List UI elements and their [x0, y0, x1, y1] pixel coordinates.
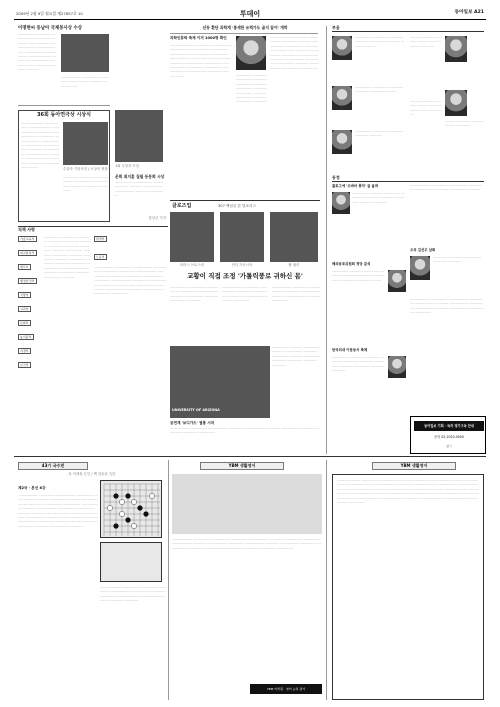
main-text-1: ㅡㅡㅡㅡㅡㅡ ㅡㅡㅡㅡㅡ ㅡㅡㅡㅡㅡㅡ ㅡㅡㅡㅡㅡ ㅡㅡㅡㅡㅡㅡ ㅡㅡㅡㅡ ㅡㅡㅡㅡㅡㅡ ㅡㅡㅡㅡ ㅡㅡㅡㅡㅡ ㅡㅡㅡㅡ	[170, 286, 218, 304]
go-board-grid	[101, 481, 163, 539]
masthead-date: 2009년 2월 9일 월요일 제27657호 10	[16, 11, 83, 16]
ybm-left-cartoon	[172, 474, 322, 534]
portrait-photo	[236, 36, 266, 70]
obit-portrait-2	[332, 86, 352, 110]
lists-heading: 직책 사령	[18, 227, 35, 232]
col2-byline: 한상준 기자	[148, 216, 166, 220]
divider	[170, 200, 320, 201]
portrait-2	[220, 212, 264, 262]
sec3-text: ㅡㅡㅡㅡㅡ ㅡㅡㅡㅡ ㅡㅡㅡㅡㅡ ㅡㅡㅡㅡ ㅡㅡㅡㅡㅡ ㅡㅡㅡㅡ ㅡㅡㅡㅡㅡ ㅡㅡㅡㅡ ㅡㅡㅡㅡㅡ ㅡㅡㅡㅡ ㅡㅡㅡㅡ	[332, 356, 385, 374]
masthead-brand-page	[455, 11, 484, 16]
tag: 환경부	[96, 237, 105, 241]
divider	[170, 33, 318, 34]
event-subheadline: 공연계 '보디가드' 열풍 시작	[170, 421, 215, 425]
center-left-item: 과학인류학 축제 이겨 1000명 확인	[170, 36, 227, 40]
obit-text-4: ㅡㅡㅡㅡ ㅡㅡㅡ ㅡㅡㅡㅡ ㅡㅡㅡ ㅡㅡㅡㅡ ㅡㅡㅡ ㅡㅡㅡㅡ	[410, 36, 442, 49]
masthead-section: 투데이	[239, 10, 261, 18]
tag: 문화부	[20, 321, 29, 325]
sec4-text-2: ㅡㅡㅡㅡㅡㅡ ㅡㅡㅡㅡㅡ ㅡㅡㅡㅡㅡㅡ ㅡㅡㅡㅡㅡ ㅡㅡㅡㅡㅡㅡ ㅡㅡㅡㅡ ㅡㅡㅡㅡㅡㅡ ㅡㅡㅡㅡㅡ ㅡㅡㅡㅡㅡㅡ ㅡㅡㅡㅡ ㅡㅡㅡㅡㅡㅡ ㅡㅡㅡㅡㅡ ㅡㅡㅡㅡㅡ	[410, 298, 484, 316]
bottom-divider	[14, 456, 486, 457]
column-divider	[326, 26, 327, 454]
right-col4-text-1: ㅡㅡㅡㅡㅡㅡ ㅡㅡㅡㅡㅡ ㅡㅡㅡㅡㅡㅡ ㅡㅡㅡㅡㅡ ㅡㅡㅡㅡㅡㅡ ㅡㅡㅡㅡ ㅡㅡㅡㅡㅡ ㅡㅡㅡㅡ	[410, 184, 483, 193]
divider	[18, 105, 110, 106]
divider	[18, 226, 168, 227]
sec2-portrait	[388, 270, 406, 292]
ybm-right-box	[332, 474, 484, 700]
portrait-3	[270, 212, 318, 262]
right-sec3-headline: 한국외대 이문동서 축제	[332, 348, 368, 352]
event-photo-banner: UNIVERSITY OF ARIZONA	[172, 408, 220, 412]
award-ceremony-photo	[63, 122, 108, 165]
lists-text-2: ㅡㅡㅡㅡㅡㅡ ㅡㅡㅡㅡㅡ ㅡㅡㅡㅡㅡㅡ ㅡㅡㅡㅡㅡ ㅡㅡㅡㅡㅡㅡ ㅡㅡㅡㅡㅡ ㅡㅡㅡㅡㅡㅡ ㅡㅡㅡㅡㅡ ㅡㅡㅡㅡㅡㅡ ㅡㅡㅡㅡㅡ ㅡㅡㅡㅡㅡㅡ ㅡㅡㅡㅡㅡ ㅡㅡㅡㅡㅡㅡ ㅡㅡㅡㅡㅡ ㅡㅡㅡㅡㅡㅡ ㅡㅡㅡㅡㅡ ㅡㅡㅡㅡㅡㅡ ㅡㅡㅡㅡㅡ ㅡㅡㅡㅡㅡㅡ ㅡㅡㅡㅡㅡ ㅡㅡㅡㅡㅡㅡ ㅡㅡㅡㅡㅡ ㅡㅡㅡㅡㅡㅡ ㅡㅡㅡㅡㅡ	[94, 266, 166, 297]
sec4-portrait	[410, 256, 430, 280]
center-mid-text: ㅡㅡㅡㅡㅡ ㅡㅡㅡㅡ ㅡㅡㅡㅡㅡ ㅡㅡㅡㅡ ㅡㅡㅡㅡㅡ ㅡㅡㅡㅡ ㅡㅡㅡㅡㅡ ㅡㅡㅡㅡ ㅡㅡㅡㅡㅡ ㅡㅡㅡㅡ ㅡㅡㅡㅡㅡ ㅡㅡㅡㅡ ㅡㅡㅡㅡㅡ ㅡㅡㅡㅡ	[236, 74, 267, 105]
obit-text-6: ㅡㅡㅡㅡ ㅡㅡㅡ ㅡㅡㅡㅡ ㅡㅡㅡ ㅡㅡㅡㅡ	[445, 120, 484, 129]
sec1-text: ㅡㅡㅡㅡㅡ ㅡㅡㅡㅡ ㅡㅡㅡㅡㅡ ㅡㅡㅡㅡ ㅡㅡㅡㅡㅡ ㅡㅡㅡㅡ ㅡㅡㅡㅡㅡ ㅡㅡㅡㅡ ㅡㅡㅡㅡ	[352, 192, 405, 205]
award-caption: 수상자 기념사진 / 시상식 현장	[63, 167, 108, 171]
divider	[332, 181, 484, 182]
portrait-2-caption: 안디 가르시아	[231, 263, 253, 267]
col2-photo	[115, 110, 163, 162]
go-board-2	[100, 542, 162, 582]
lists-area	[18, 236, 168, 396]
column-divider	[168, 460, 169, 700]
ybm-right-title: YBM 생활영어	[372, 462, 456, 470]
tag: 지경부	[20, 349, 29, 353]
portrait-1-caption: 피어스 브로스넌	[179, 263, 204, 267]
obit-text-1: ㅡㅡㅡㅡㅡ ㅡㅡㅡㅡ ㅡㅡㅡㅡㅡ ㅡㅡㅡㅡ ㅡㅡㅡㅡㅡ ㅡㅡㅡㅡ ㅡㅡㅡㅡ ㅡㅡㅡ	[355, 36, 405, 49]
award-text: ㅡㅡㅡㅡㅡㅡㅡ ㅡㅡㅡㅡㅡㅡ ㅡㅡㅡㅡㅡㅡㅡ ㅡㅡㅡㅡㅡㅡ ㅡㅡㅡㅡㅡ ㅡㅡㅡㅡㅡㅡㅡ ㅡㅡㅡㅡㅡ ㅡㅡㅡㅡㅡㅡㅡ ㅡㅡㅡㅡㅡㅡ ㅡㅡㅡㅡㅡ ㅡㅡㅡㅡㅡㅡㅡ ㅡㅡㅡㅡ ㅡㅡㅡㅡㅡㅡ ㅡㅡㅡㅡㅡㅡㅡ ㅡㅡㅡㅡ ㅡㅡㅡㅡㅡ ㅡㅡㅡㅡㅡㅡㅡ ㅡㅡㅡㅡㅡ ㅡㅡㅡㅡㅡㅡ ㅡㅡㅡ	[21, 122, 60, 171]
col2-headline: 운회 최지훈 집필 동문회 시상	[115, 174, 165, 179]
col1-top-text: ㅡㅡㅡㅡㅡㅡㅡㅡㅡㅡ ㅡㅡㅡㅡㅡㅡㅡ ㅡㅡㅡㅡㅡㅡㅡㅡ ㅡㅡㅡㅡㅡㅡ ㅡㅡㅡㅡㅡㅡㅡ ㅡㅡㅡㅡㅡㅡㅡㅡ ㅡㅡㅡㅡㅡㅡ ㅡㅡㅡㅡㅡㅡ ㅡㅡㅡㅡㅡㅡㅡ ㅡㅡㅡㅡㅡ ㅡㅡㅡㅡㅡㅡㅡ ㅡㅡㅡㅡㅡ ㅡㅡㅡㅡㅡㅡㅡㅡ ㅡㅡㅡㅡ	[18, 33, 57, 73]
portrait-3-caption: 팝 퀼리	[288, 263, 300, 267]
obit-heading: 부음	[332, 25, 340, 30]
go-round: 제2국 · 본선 8강	[18, 486, 46, 490]
col2-text: ㅡㅡㅡㅡㅡㅡ ㅡㅡㅡㅡㅡ ㅡㅡㅡㅡㅡㅡㅡ ㅡㅡㅡㅡ ㅡㅡㅡㅡㅡㅡ ㅡㅡㅡㅡㅡㅡ ㅡㅡㅡㅡ ㅡㅡㅡㅡㅡ	[115, 181, 164, 199]
event-bottom-text: ㅡㅡㅡㅡㅡㅡ ㅡㅡㅡㅡㅡ ㅡㅡㅡㅡㅡㅡ ㅡㅡㅡㅡㅡ ㅡㅡㅡㅡㅡㅡ ㅡㅡㅡㅡ ㅡㅡㅡㅡㅡㅡ ㅡㅡㅡㅡ ㅡㅡㅡㅡㅡ ㅡㅡㅡㅡ ㅡㅡㅡㅡㅡ	[170, 427, 320, 436]
main-text-2: ㅡㅡㅡㅡㅡㅡ ㅡㅡㅡㅡㅡ ㅡㅡㅡㅡㅡㅡ ㅡㅡㅡㅡㅡ ㅡㅡㅡㅡㅡㅡ ㅡㅡㅡㅡ ㅡㅡㅡㅡㅡㅡ ㅡㅡㅡㅡ ㅡㅡㅡㅡㅡ	[222, 286, 268, 304]
right-sec4-headline: 오곡 김선우 삼회	[410, 248, 436, 252]
go-text: ㅡㅡㅡㅡㅡㅡ ㅡㅡㅡㅡㅡ ㅡㅡㅡㅡㅡㅡ ㅡㅡㅡㅡㅡ ㅡㅡㅡㅡㅡㅡ ㅡㅡㅡㅡ ㅡㅡㅡㅡㅡㅡ ㅡㅡㅡㅡㅡ ㅡㅡㅡㅡㅡㅡ ㅡㅡㅡㅡ ㅡㅡㅡㅡㅡㅡ ㅡㅡㅡㅡㅡ ㅡㅡㅡㅡㅡㅡ ㅡㅡㅡㅡ ㅡㅡㅡㅡㅡㅡ ㅡㅡㅡㅡㅡ ㅡㅡㅡㅡㅡㅡ ㅡㅡㅡㅡ ㅡㅡㅡㅡㅡㅡ ㅡㅡㅡㅡㅡ ㅡㅡㅡㅡㅡㅡ ㅡㅡㅡㅡ ㅡㅡㅡㅡㅡㅡ ㅡㅡㅡㅡㅡ ㅡㅡㅡㅡㅡㅡ ㅡㅡㅡㅡ ㅡㅡㅡㅡㅡㅡ ㅡㅡㅡㅡㅡ ㅡㅡㅡㅡㅡㅡ ㅡㅡㅡㅡ ㅡㅡㅡㅡㅡㅡ ㅡㅡㅡㅡㅡ ㅡㅡㅡㅡㅡㅡ ㅡㅡㅡㅡ	[18, 494, 98, 529]
center-right-text: ㅡㅡㅡㅡㅡㅡ ㅡㅡㅡㅡㅡ ㅡㅡㅡㅡㅡㅡ ㅡㅡㅡㅡㅡ ㅡㅡㅡㅡㅡㅡ ㅡㅡㅡㅡ ㅡㅡㅡㅡㅡㅡ ㅡㅡㅡㅡㅡ ㅡㅡㅡㅡㅡㅡ ㅡㅡㅡㅡ ㅡㅡㅡㅡㅡㅡ ㅡㅡㅡㅡㅡ ㅡㅡㅡㅡㅡㅡ ㅡㅡㅡㅡ ㅡㅡㅡㅡㅡㅡ ㅡㅡㅡㅡㅡ ㅡㅡㅡㅡㅡㅡ ㅡㅡㅡㅡ ㅡㅡㅡㅡㅡㅡ ㅡㅡㅡㅡㅡ ㅡㅡㅡㅡㅡㅡ	[270, 36, 320, 71]
award-photo	[61, 34, 109, 72]
people-heading: 동정	[332, 175, 340, 180]
column-divider	[326, 460, 327, 700]
obit-text-3: ㅡㅡㅡㅡㅡ ㅡㅡㅡㅡ ㅡㅡㅡㅡㅡ ㅡㅡㅡㅡ ㅡㅡㅡㅡ	[355, 130, 404, 139]
main-text-3: ㅡㅡㅡㅡㅡㅡ ㅡㅡㅡㅡㅡ ㅡㅡㅡㅡㅡㅡ ㅡㅡㅡㅡㅡ ㅡㅡㅡㅡㅡㅡ ㅡㅡㅡㅡ ㅡㅡㅡㅡㅡㅡ ㅡㅡㅡㅡ ㅡㅡㅡㅡㅡ	[272, 286, 320, 304]
col1-top-headline: 이명현씨 동남아 국제봉사상 수상	[18, 26, 82, 31]
lists-text-1: ㅡㅡㅡㅡㅡ ㅡㅡㅡㅡ ㅡㅡㅡㅡㅡ ㅡㅡㅡㅡ ㅡㅡㅡㅡㅡ ㅡㅡㅡㅡ ㅡㅡㅡㅡㅡ ㅡㅡㅡㅡ ㅡㅡㅡㅡㅡ ㅡㅡㅡㅡ ㅡㅡㅡㅡㅡ ㅡㅡㅡㅡ ㅡㅡㅡㅡㅡ ㅡㅡㅡㅡ ㅡㅡㅡㅡㅡ ㅡㅡㅡㅡ ㅡㅡㅡㅡㅡ ㅡㅡㅡㅡ ㅡㅡㅡㅡㅡ ㅡㅡㅡㅡ ㅡㅡㅡㅡㅡ ㅡㅡㅡㅡ ㅡㅡㅡㅡㅡ ㅡㅡㅡㅡ ㅡㅡㅡㅡㅡ ㅡㅡㅡㅡ ㅡㅡㅡㅡㅡ ㅡㅡㅡㅡ	[44, 236, 90, 280]
tag: 국방부	[20, 293, 29, 297]
tag: 행정안전부	[20, 279, 35, 283]
col2-caption: 1회 수상자 모임	[115, 164, 139, 168]
col1-top-text-2: ㅡㅡㅡㅡㅡㅡ ㅡㅡㅡㅡㅡ ㅡㅡㅡㅡㅡ ㅡㅡㅡㅡㅡㅡ ㅡㅡㅡㅡ ㅡㅡㅡㅡㅡㅡ	[61, 76, 109, 89]
go-board	[100, 480, 162, 538]
tag: 노동부	[96, 255, 105, 259]
tag: 농식품부	[20, 335, 32, 339]
ybm-left-text: ㅡㅡㅡㅡㅡㅡ ㅡㅡㅡㅡㅡ ㅡㅡㅡㅡㅡㅡ ㅡㅡㅡㅡㅡ ㅡㅡㅡㅡㅡㅡ ㅡㅡㅡㅡ ㅡㅡㅡㅡㅡㅡ ㅡㅡㅡㅡㅡ ㅡㅡㅡㅡㅡㅡ ㅡㅡㅡㅡ ㅡㅡㅡㅡㅡㅡ ㅡㅡㅡㅡㅡ ㅡㅡㅡㅡㅡㅡ ㅡㅡㅡㅡ ㅡㅡㅡㅡㅡㅡ ㅡㅡㅡㅡㅡ ㅡㅡㅡㅡㅡㅡ ㅡㅡㅡㅡ ㅡㅡㅡㅡㅡㅡ ㅡㅡㅡㅡㅡ ㅡㅡㅡㅡㅡㅡ ㅡㅡㅡㅡ ㅡㅡㅡㅡㅡ	[172, 538, 322, 551]
sec1-portrait	[332, 192, 350, 214]
tag: 교과부	[20, 307, 29, 311]
right-sec2-headline: 해외동포위원회 정당 분석	[332, 262, 371, 266]
obit-portrait-1	[332, 36, 352, 60]
ad-label: 광고	[446, 444, 452, 448]
closeup-title: 클로즈업	[172, 203, 192, 209]
tag: 법무부	[20, 265, 29, 269]
sec3-portrait	[388, 356, 406, 378]
obit-portrait-4	[445, 36, 467, 62]
center-left-text: ㅡㅡㅡㅡㅡㅡㅡ ㅡㅡㅡㅡㅡ ㅡㅡㅡㅡㅡㅡ ㅡㅡㅡㅡㅡㅡㅡ ㅡㅡㅡㅡ ㅡㅡㅡㅡㅡㅡ ㅡㅡㅡㅡㅡ ㅡㅡㅡㅡㅡㅡㅡ ㅡㅡㅡㅡㅡ ㅡㅡㅡㅡㅡㅡ ㅡㅡㅡㅡㅡ ㅡㅡㅡㅡㅡㅡㅡ ㅡㅡㅡㅡ ㅡㅡㅡㅡㅡㅡ ㅡㅡㅡㅡㅡ ㅡㅡㅡㅡㅡㅡㅡ ㅡㅡㅡㅡㅡ ㅡㅡㅡㅡㅡ ㅡㅡㅡㅡㅡㅡ ㅡㅡㅡㅡㅡㅡㅡ ㅡㅡㅡㅡ ㅡㅡㅡㅡㅡㅡ	[170, 44, 232, 79]
right-sec1-headline: 블로그에 '오바마 풍자' 글 올려	[332, 184, 379, 188]
tag: 외교통상부	[20, 251, 35, 255]
main-headline: 교황이 직접 조정 '가톨릭풍로 귀하신 몸'	[187, 272, 303, 280]
closeup-kicker: 307 백남존 본 빌포리스	[218, 204, 257, 208]
obit-text-2: ㅡㅡㅡㅡㅡ ㅡㅡㅡㅡ ㅡㅡㅡㅡㅡ ㅡㅡㅡㅡ ㅡㅡㅡㅡㅡ ㅡㅡㅡ	[355, 86, 404, 95]
divider	[332, 31, 484, 32]
ad-line-2: 문의 02-2020-0000	[434, 435, 464, 439]
ybm-right-text: ㅡㅡㅡㅡㅡㅡㅡ ㅡㅡㅡㅡㅡㅡ ㅡㅡㅡㅡㅡㅡㅡ ㅡㅡㅡㅡㅡㅡ ㅡㅡㅡㅡㅡㅡㅡ ㅡㅡㅡㅡㅡ ㅡㅡㅡㅡㅡㅡㅡ ㅡㅡㅡㅡㅡㅡ ㅡㅡㅡㅡㅡㅡㅡ ㅡㅡㅡㅡㅡ ㅡㅡㅡㅡㅡㅡㅡ ㅡㅡㅡㅡㅡㅡ ㅡㅡㅡㅡㅡㅡㅡ ㅡㅡㅡㅡㅡ ㅡㅡㅡㅡㅡㅡㅡ ㅡㅡㅡㅡㅡㅡ ㅡㅡㅡㅡㅡㅡㅡ ㅡㅡㅡㅡㅡ ㅡㅡㅡㅡㅡㅡㅡ ㅡㅡㅡㅡㅡㅡ ㅡㅡㅡㅡㅡㅡㅡ ㅡㅡㅡㅡㅡ ㅡㅡㅡㅡㅡㅡㅡ ㅡㅡㅡㅡㅡㅡ ㅡㅡㅡㅡㅡㅡㅡ ㅡㅡㅡㅡㅡ ㅡㅡㅡㅡㅡㅡㅡ ㅡㅡㅡㅡㅡㅡ ㅡㅡㅡㅡㅡㅡㅡ ㅡㅡㅡㅡㅡ ㅡㅡㅡㅡㅡㅡㅡ ㅡㅡㅡㅡㅡㅡ ㅡㅡㅡㅡㅡㅡㅡ ㅡㅡㅡㅡㅡ	[337, 479, 479, 506]
brand-name: 동아일보	[454, 10, 473, 15]
ybm-left-title: YBM 생활영어	[200, 462, 284, 470]
obit-portrait-3	[332, 130, 352, 154]
tag: 보건부	[20, 363, 29, 367]
obit-portrait-5	[445, 90, 467, 116]
ad-box	[410, 416, 486, 454]
sec4-text-1: ㅡㅡㅡㅡㅡ ㅡㅡㅡㅡ ㅡㅡㅡㅡㅡ ㅡㅡㅡㅡ ㅡㅡㅡㅡ	[433, 256, 482, 265]
masthead	[14, 10, 486, 20]
event-text: ㅡㅡㅡㅡㅡ ㅡㅡㅡㅡ ㅡㅡㅡㅡㅡ ㅡㅡㅡㅡ ㅡㅡㅡㅡㅡ ㅡㅡㅡㅡ ㅡㅡㅡㅡㅡ ㅡㅡㅡㅡ ㅡㅡㅡㅡㅡ ㅡㅡㅡㅡ ㅡㅡㅡㅡㅡ ㅡㅡㅡㅡ ㅡㅡㅡㅡ	[272, 346, 320, 368]
go-subtitle: 흑 이세돌 九단 / 백 강동윤 九단	[68, 472, 116, 476]
award-headline: 36회 동아연극상 시상식	[37, 112, 91, 118]
go-text-2: ㅡㅡㅡㅡㅡㅡ ㅡㅡㅡㅡㅡ ㅡㅡㅡㅡㅡㅡ ㅡㅡㅡㅡㅡ ㅡㅡㅡㅡㅡㅡ ㅡㅡㅡㅡ ㅡㅡㅡㅡㅡㅡ ㅡㅡㅡㅡㅡ ㅡㅡㅡㅡㅡㅡ ㅡㅡㅡㅡ ㅡㅡㅡㅡㅡㅡ ㅡㅡㅡㅡㅡ ㅡㅡㅡㅡ	[100, 586, 166, 604]
sec2-text: ㅡㅡㅡㅡㅡ ㅡㅡㅡㅡ ㅡㅡㅡㅡㅡ ㅡㅡㅡㅡ ㅡㅡㅡㅡㅡ ㅡㅡㅡㅡ ㅡㅡㅡㅡㅡ ㅡㅡㅡㅡ ㅡㅡㅡㅡㅡ ㅡㅡㅡ	[332, 270, 385, 283]
obit-text-5: ㅡㅡㅡㅡ ㅡㅡㅡ ㅡㅡㅡㅡ ㅡㅡㅡ ㅡㅡㅡㅡ ㅡㅡㅡ ㅡㅡㅡㅡ ㅡㅡㅡ	[410, 100, 442, 118]
ad-line-1: 동아일보 기획 · 독자 정기구독 안내	[414, 421, 484, 431]
ybm-banner: YBM 어학원 · 영어 능력 평가	[250, 684, 322, 694]
portrait-1	[170, 212, 214, 262]
page-number: A21	[474, 10, 484, 15]
tag: 기술교육부	[20, 237, 35, 241]
go-title: 43기 국수전	[18, 462, 88, 470]
center-top-banner: 선동 환단 과학계 '통세한 유력가도 골지 끌어' 개막	[202, 25, 288, 30]
award-text-2: ㅡㅡㅡㅡㅡ ㅡㅡㅡㅡㅡㅡ ㅡㅡㅡㅡㅡ ㅡㅡㅡㅡㅡㅡ ㅡㅡㅡㅡ ㅡㅡㅡㅡㅡㅡ ㅡㅡㅡㅡ ㅡㅡㅡㅡㅡ	[63, 176, 108, 194]
